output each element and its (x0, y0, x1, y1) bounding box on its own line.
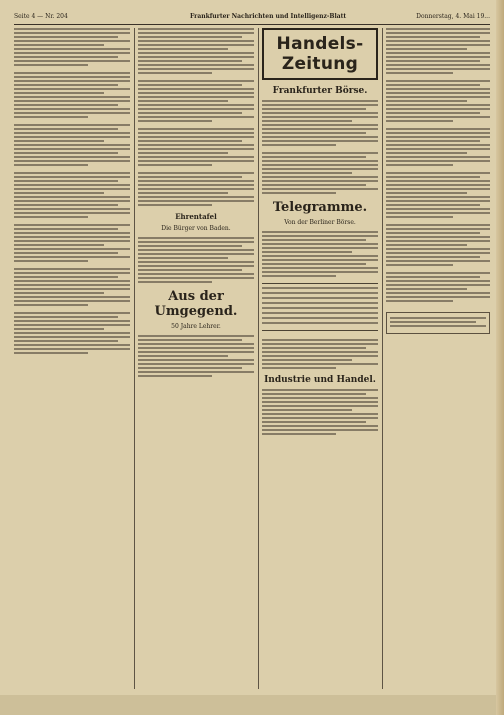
text-block (14, 172, 130, 218)
text-block (386, 80, 490, 122)
text-block (138, 172, 254, 206)
page-fold-shadow (496, 0, 504, 715)
advertisement-box (386, 312, 490, 334)
text-block (14, 268, 130, 306)
masthead-handels-zeitung: Handels-Zeitung (262, 28, 378, 80)
header-right: Donnerstag, 4. Mai 19... (416, 13, 490, 20)
text-block (262, 100, 378, 146)
section-subheading: 50 Jahre Lehrer. (171, 323, 221, 330)
section-subheading: Von der Berliner Börse. (284, 219, 356, 226)
section-heading: Ehrentafel (175, 212, 217, 221)
text-block (386, 28, 490, 74)
column-1 (14, 28, 130, 689)
column-4 (386, 28, 490, 689)
text-block (386, 224, 490, 266)
page-bottom-edge (0, 695, 504, 715)
column-2 (138, 28, 254, 689)
text-block (14, 312, 130, 354)
text-block (262, 389, 378, 435)
text-block (138, 237, 254, 283)
header-center: Frankfurter Nachrichten und Intelligenz-Blatt (190, 13, 347, 20)
text-block (138, 128, 254, 166)
column-rule (134, 28, 135, 689)
text-block (386, 172, 490, 218)
column-3 (262, 28, 378, 689)
section-heading: Aus der Umgegend. (154, 289, 238, 319)
text-block (14, 124, 130, 166)
text-block (14, 72, 130, 118)
page-header (14, 10, 490, 25)
text-block (138, 80, 254, 122)
section-heading: Telegramme. (272, 200, 368, 215)
text-block (386, 272, 490, 302)
text-block (262, 231, 378, 277)
section-subheading: Die Bürger von Baden. (161, 225, 231, 232)
market-table (262, 283, 378, 331)
text-block (14, 224, 130, 262)
text-block (262, 339, 378, 369)
column-rule (382, 28, 383, 689)
header-left: Seite 4 — Nr. 204 (14, 13, 68, 20)
text-block (138, 335, 254, 377)
column-rule (258, 28, 259, 689)
section-heading: Industrie und Handel. (264, 375, 376, 385)
text-block (386, 128, 490, 166)
text-block (14, 28, 130, 66)
section-heading: Frankfurter Börse. (272, 86, 368, 96)
text-block (138, 28, 254, 74)
text-block (262, 152, 378, 194)
